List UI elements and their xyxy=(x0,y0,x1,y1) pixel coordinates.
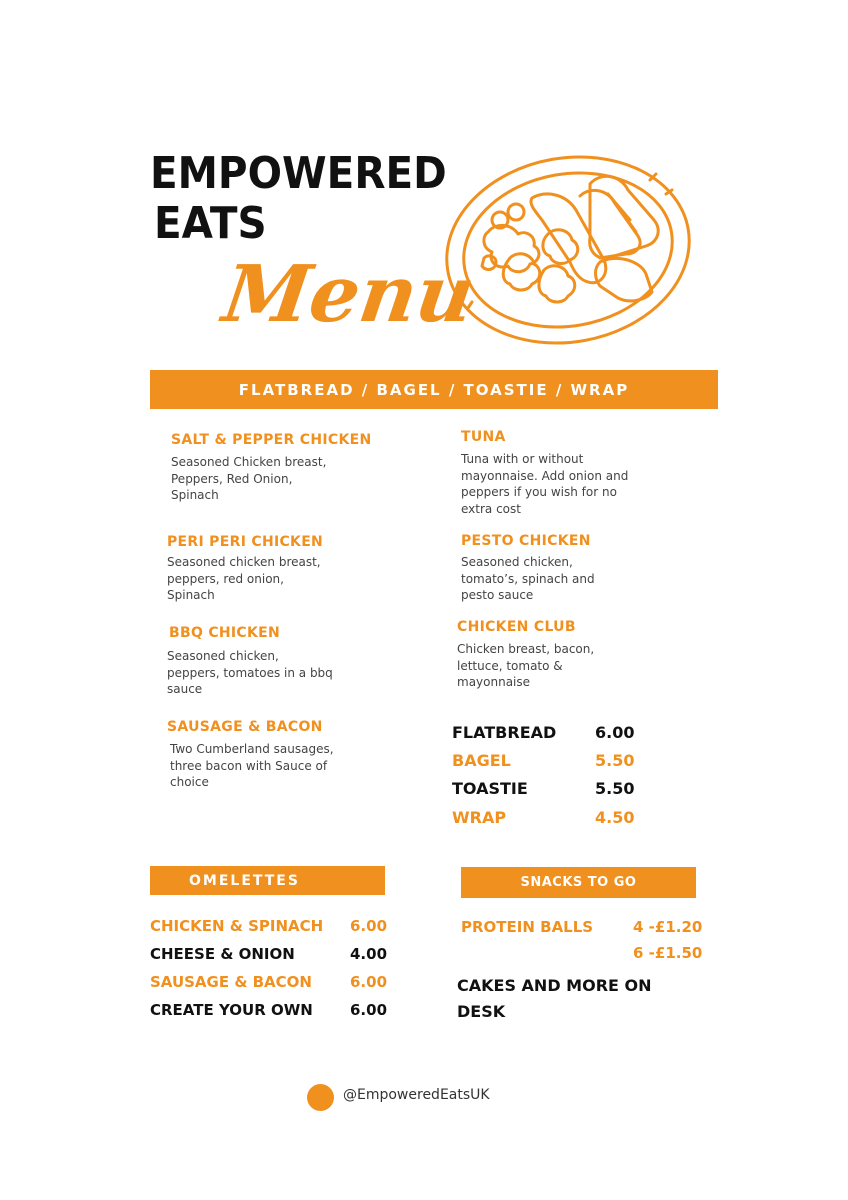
price-row-wrap xyxy=(452,803,652,832)
item-title: CHICKEN CLUB xyxy=(457,619,576,635)
menu-item-tuna xyxy=(461,429,628,517)
omelettes-heading: OMELETTES xyxy=(150,866,385,895)
desc-line: peppers, tomatoes in a bbq xyxy=(167,665,333,680)
instagram-icon xyxy=(307,1084,334,1111)
price-name: FLATBREAD xyxy=(452,722,557,742)
omelette-name: SAUSAGE & BACON xyxy=(150,973,312,991)
omelette-row xyxy=(150,968,387,996)
desc-line: sauce xyxy=(167,682,203,696)
item-title: BBQ CHICKEN xyxy=(169,625,281,641)
menu-item-peri-peri-chicken xyxy=(167,534,323,604)
desc-line: Peppers, Red Onion, xyxy=(171,471,293,486)
desc-line: mayonnaise xyxy=(457,675,531,689)
omelette-price: 6.00 xyxy=(350,917,388,935)
price-value: 4.50 xyxy=(595,808,635,827)
cakes-note xyxy=(457,973,652,1025)
omelettes-list xyxy=(150,912,387,1024)
item-description xyxy=(461,554,595,604)
price-name: WRAP xyxy=(452,808,507,827)
cakes-note-line: DESK xyxy=(457,1002,506,1021)
omelette-price: 6.00 xyxy=(350,1001,388,1019)
desc-line: peppers, red onion, xyxy=(167,571,284,586)
desc-line: Chicken breast, bacon, xyxy=(457,642,595,656)
item-title: SALT & PEPPER CHICKEN xyxy=(171,432,372,448)
omelette-price: 4.00 xyxy=(350,945,388,963)
protein-balls-label: PROTEIN BALLS xyxy=(461,918,594,936)
desc-line: tomato’s, spinach and xyxy=(461,571,595,586)
desc-line: peppers if you wish for no xyxy=(461,485,617,499)
desc-line: lettuce, tomato & xyxy=(457,658,563,673)
menu-script-title: Menu xyxy=(217,249,480,340)
food-plate-illustration xyxy=(440,150,695,350)
social-handle: @EmpoweredEatsUK xyxy=(343,1087,490,1103)
item-description xyxy=(167,648,333,698)
omelette-row xyxy=(150,996,387,1024)
item-title: PERI PERI CHICKEN xyxy=(167,534,324,550)
item-description xyxy=(457,641,594,691)
snacks-heading: SNACKS TO GO xyxy=(461,867,696,898)
protein-balls-price-2: 6 -£1.50 xyxy=(633,944,703,962)
price-value: 6.00 xyxy=(595,722,635,742)
price-row-flatbread xyxy=(452,718,652,746)
desc-line: Two Cumberland sausages, xyxy=(170,742,334,756)
base-price-list xyxy=(452,718,652,832)
desc-line: mayonnaise. Add onion and xyxy=(461,468,629,483)
omelette-row xyxy=(150,940,387,968)
price-row-bagel xyxy=(452,746,652,774)
desc-line: Tuna with or without xyxy=(461,452,584,466)
omelette-name: CHEESE & ONION xyxy=(150,945,295,963)
price-name: BAGEL xyxy=(452,750,511,770)
omelette-name: CHICKEN & SPINACH xyxy=(150,917,324,935)
item-title: SAUSAGE & BACON xyxy=(167,719,323,735)
item-description xyxy=(171,454,372,504)
price-value: 5.50 xyxy=(595,779,635,798)
title-line-2: EATS xyxy=(154,198,267,249)
menu-item-chicken-club xyxy=(457,619,594,691)
menu-item-bbq-chicken xyxy=(169,625,333,698)
desc-line: Seasoned chicken, xyxy=(167,649,279,663)
item-description xyxy=(461,451,628,517)
protein-balls-price-1: 4 -£1.20 xyxy=(633,918,703,936)
omelette-name: CREATE YOUR OWN xyxy=(150,1001,313,1019)
item-title: PESTO CHICKEN xyxy=(461,533,591,549)
desc-line: choice xyxy=(170,775,209,789)
desc-line: Seasoned Chicken breast, xyxy=(171,455,327,469)
main-category-banner: FLATBREAD / BAGEL / TOASTIE / WRAP xyxy=(150,370,718,409)
item-description xyxy=(167,554,323,604)
desc-line: Seasoned chicken, xyxy=(461,555,573,569)
menu-item-sausage-bacon xyxy=(167,719,334,791)
menu-item-salt-pepper-chicken xyxy=(171,432,372,504)
menu-item-pesto-chicken xyxy=(461,533,595,604)
title-line-1: EMPOWERED xyxy=(150,148,447,199)
desc-line: Spinach xyxy=(171,488,219,502)
item-description xyxy=(170,741,334,791)
desc-line: pesto sauce xyxy=(461,588,534,602)
desc-line: Seasoned chicken breast, xyxy=(167,555,321,569)
desc-line: extra cost xyxy=(461,501,521,516)
price-row-toastie xyxy=(452,774,652,803)
cakes-note-line: CAKES AND MORE ON xyxy=(457,976,652,995)
price-name: TOASTIE xyxy=(452,779,528,798)
desc-line: Spinach xyxy=(167,588,215,602)
item-title: TUNA xyxy=(461,429,506,445)
desc-line: three bacon with Sauce of xyxy=(170,758,328,773)
omelette-price: 6.00 xyxy=(350,973,388,991)
omelette-row xyxy=(150,912,387,940)
price-value: 5.50 xyxy=(595,750,635,770)
